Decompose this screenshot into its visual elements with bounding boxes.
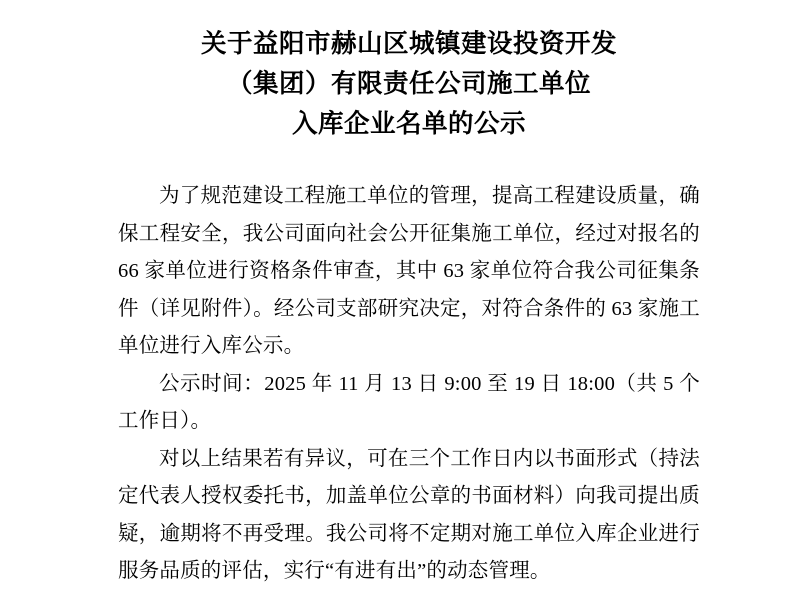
paragraph-2: 公示时间：2025 年 11 月 13 日 9:00 至 19 日 18:00（共 5 个工作日）。 [118,372,700,432]
document-body [118,178,700,591]
page-title [118,18,700,144]
title-line-1: 关于益阳市赫山区城镇建设投资开发 [200,29,617,58]
paragraph-3: 对以上结果若有异议，可在三个工作日内以书面形式（持法定代表人授权委托书，加盖单位公章的书面材料）向我司提出质疑，逾期将不再受理。我公司将不定期对施工单位入库企业进行服务品质的评估，实行“有进有出”的动态管理。 [118,447,700,582]
title-line-2: （集团）有限责任公司施工单位 [226,69,591,98]
paragraph-1: 为了规范建设工程施工单位的管理，提高工程建设质量，确保工程安全，我公司面向社会公开征集施工单位，经过对报名的 66 家单位进行资格条件审查，其中 63 家单位符合我公司征集条件（详见附件）。经公司支部研究决定，对符合条件的 63 家施工单位进行入库公示。 [118,185,700,357]
title-line-3: 入库企业名单的公示 [291,109,526,138]
